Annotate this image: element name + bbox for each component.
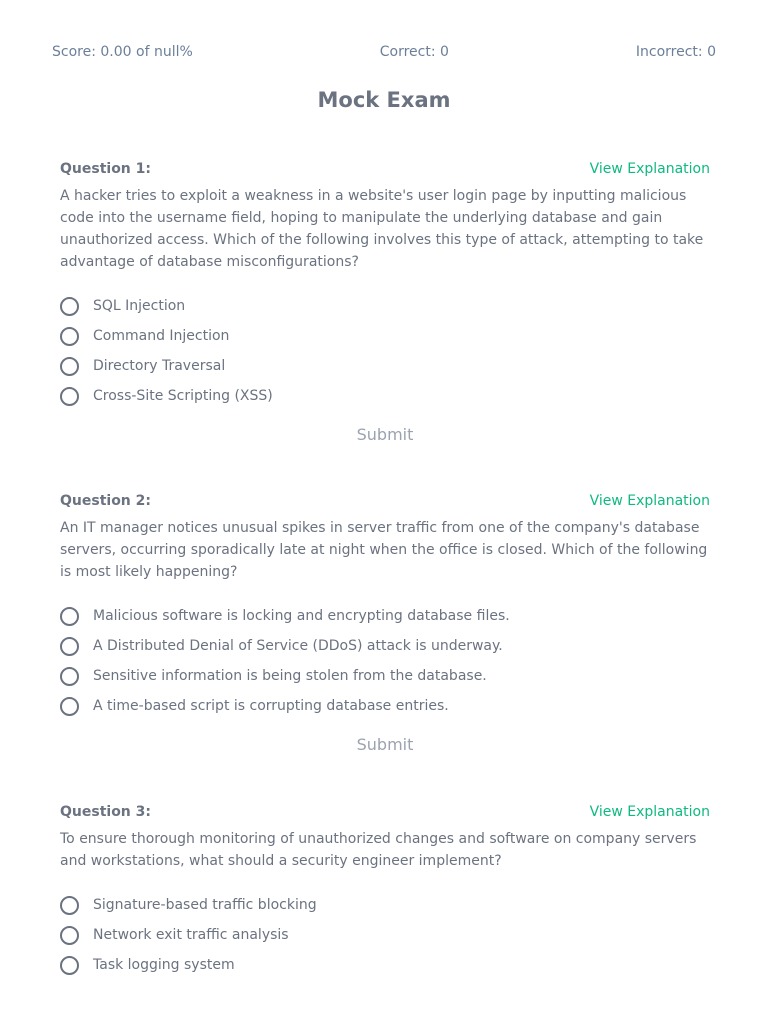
answer-options [60,291,710,411]
answer-options [60,601,710,721]
answer-option[interactable] [60,321,710,351]
answer-option-label: Directory Traversal [93,358,226,374]
answer-option[interactable] [60,920,710,950]
radio-button[interactable] [60,667,79,686]
incorrect-count: Incorrect: 0 [635,44,716,60]
question-card [60,802,710,980]
answer-option-label: A time-based script is corrupting database entries. [93,698,449,714]
answer-option-label: SQL Injection [93,298,186,314]
question-card [60,159,710,444]
question-label: Question 2: [60,493,151,509]
answer-option[interactable] [60,601,710,631]
radio-button[interactable] [60,607,79,626]
answer-option-label: Task logging system [93,957,235,973]
score-bar [52,44,716,60]
answer-option[interactable] [60,291,710,321]
answer-option[interactable] [60,950,710,980]
radio-button[interactable] [60,896,79,915]
radio-button[interactable] [60,357,79,376]
submit-button[interactable]: Submit [325,425,445,444]
radio-button[interactable] [60,926,79,945]
view-explanation-link[interactable]: View Explanation [589,804,710,820]
view-explanation-link[interactable]: View Explanation [589,493,710,509]
correct-count: Correct: 0 [379,44,449,60]
answer-option-label: Command Injection [93,328,230,344]
radio-button[interactable] [60,697,79,716]
answer-option[interactable] [60,691,710,721]
answer-option[interactable] [60,351,710,381]
answer-option-label: Cross-Site Scripting (XSS) [93,388,273,404]
question-label: Question 3: [60,804,151,820]
answer-option-label: Signature-based traffic blocking [93,897,317,913]
question-text: An IT manager notices unusual spikes in server traffic from one of the company's database servers, occurring sporadically late at night when the office is closed. Which of the following is most likely happening? [60,520,708,580]
answer-option[interactable] [60,381,710,411]
answer-option-label: Malicious software is locking and encrypting database files. [93,608,510,624]
answer-option-label: A Distributed Denial of Service (DDoS) attack is underway. [93,638,503,654]
submit-button[interactable]: Submit [325,735,445,754]
answer-option-label: Network exit traffic analysis [93,927,289,943]
question-text: A hacker tries to exploit a weakness in a website's user login page by inputting malicious code into the username field, hoping to manipulate the underlying database and gain unauthorized access. Which of the following involves this type of attack, attempting to take advantage of database misconfigurations? [60,188,704,270]
answer-option-label: Sensitive information is being stolen from the database. [93,668,487,684]
question-card [60,491,710,754]
answer-option[interactable] [60,890,710,920]
radio-button[interactable] [60,297,79,316]
page-title: Mock Exam [317,88,451,112]
radio-button[interactable] [60,387,79,406]
radio-button[interactable] [60,637,79,656]
question-text: To ensure thorough monitoring of unauthorized changes and software on company servers and workstations, what should a security engineer implement? [60,831,697,869]
question-label: Question 1: [60,161,151,177]
view-explanation-link[interactable]: View Explanation [589,161,710,177]
score-text: Score: 0.00 of null% [52,44,193,60]
answer-option[interactable] [60,661,710,691]
answer-options [60,890,710,980]
answer-option[interactable] [60,631,710,661]
radio-button[interactable] [60,327,79,346]
radio-button[interactable] [60,956,79,975]
